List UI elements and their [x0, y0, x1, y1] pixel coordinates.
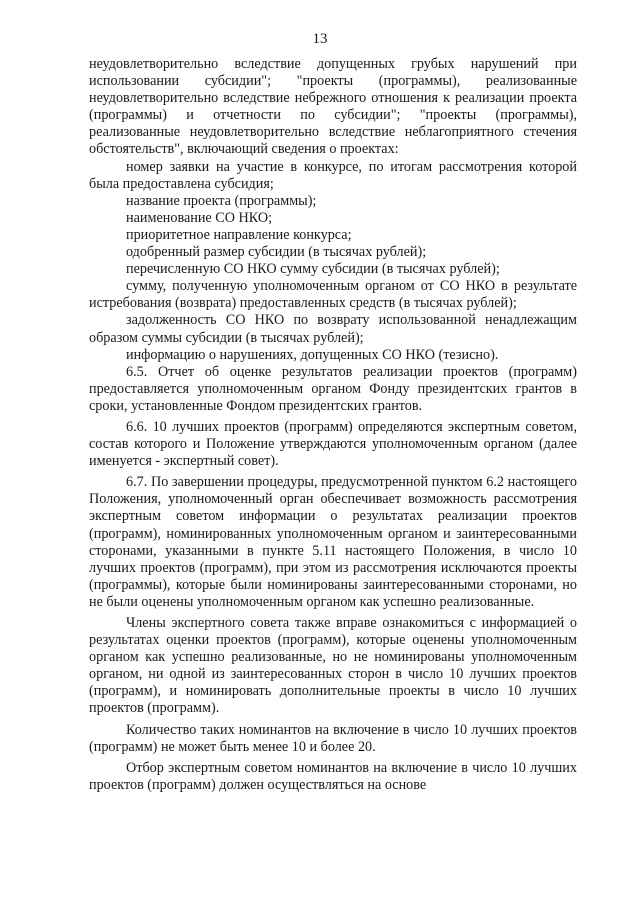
list-item-debt-amount: задолженность СО НКО по возврату использованной ненадлежащим образом суммы субсидии (в тысячах рублей);	[89, 312, 577, 346]
paragraph-6-7: 6.7. По завершении процедуры, предусмотренной пунктом 6.2 настоящего Положения, уполномоченный орган обеспечивает возможность рассмотрения экспертным советом информации о результатах реализации проектов (программ), номинированных уполномоченным органом и заинтересованными сторонами, указанными в пункте 5.11 настоящего Положения, в число 10 лучших проектов (программ), при этом из рассмотрения исключаются проекты (программы), которые были номинированы заинтересованными сторонами, но не были оценены уполномоченным органом как успешно реализованные.	[89, 474, 577, 610]
paragraph-6-6: 6.6. 10 лучших проектов (программ) определяются экспертным советом, состав которого и Положение утверждаются уполномоченным органом (далее именуется - экспертный совет).	[89, 418, 577, 470]
list-item-transferred-amount: перечисленную СО НКО сумму субсидии (в тысячах рублей);	[126, 261, 500, 278]
list-item-approved-amount: одобренный размер субсидии (в тысячах рублей);	[126, 244, 427, 261]
list-item-nko-name: наименование СО НКО;	[126, 209, 273, 226]
list-item-recovered-amount: сумму, полученную уполномоченным органом от СО НКО в результате истребования (возврата) предоставленных средств (в тысячах рублей);	[89, 278, 577, 312]
list-item-project-name: название проекта (программы);	[126, 192, 317, 209]
paragraph-6-5: 6.5. Отчет об оценке результатов реализации проектов (программ) предоставляется уполномоченным органом Фонду президентских грантов в сроки, установленные Фондом президентских грантов.	[89, 363, 577, 414]
list-item-priority-direction: приоритетное направление конкурса;	[126, 226, 352, 243]
paragraph-continuation: неудовлетворительно вследствие допущенных грубых нарушений при использовании субсидии"; "проекты (программы), реализованные неудовлетворительно вследствие небрежного отношения к реализации проекта (программы) и отчетности по субсидии"; "проекты (программы), реализованные неудовлетворительно вследствие неблагоприятного стечения обстоятельств", включающий сведения о проектах:	[89, 56, 577, 158]
list-item-application-number: номер заявки на участие в конкурсе, по итогам рассмотрения которой была предоставлена субсидия;	[89, 158, 577, 192]
paragraph-nominee-count: Количество таких номинантов на включение в число 10 лучших проектов (программ) не может быть менее 10 и более 20.	[89, 721, 577, 755]
page-number: 13	[312, 31, 328, 47]
list-item-violations-info: информацию о нарушениях, допущенных СО НКО (тезисно).	[126, 346, 499, 363]
document-body	[89, 56, 577, 794]
paragraph-selection-basis: Отбор экспертным советом номинантов на включение в число 10 лучших проектов (программ) должен осуществляться на основе	[89, 759, 577, 793]
paragraph-council-members: Члены экспертного совета также вправе ознакомиться с информацией о результатах оценки проектов (программ), которые оценены уполномоченным органом как успешно реализованные, но не номинированы уполномоченным органом, ни одной из заинтересованных сторон в число 10 лучших проектов (программ), и номинировать дополнительные проекты в число 10 лучших проектов (программ).	[89, 615, 577, 717]
